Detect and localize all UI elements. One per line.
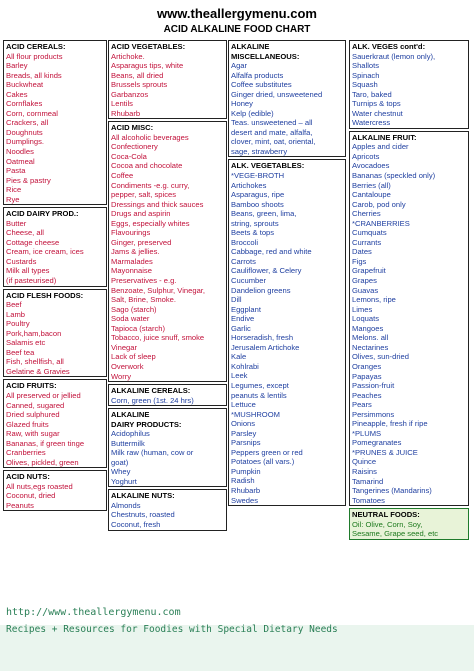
food-item: Pomegranates [352,438,402,448]
food-item: Taro, baked [352,89,392,99]
food-item: Figs [352,256,367,266]
food-item: Rhubarb [231,486,261,496]
food-group-box [228,159,346,506]
food-item: Apricots [352,151,380,161]
food-item: Custards [6,256,37,266]
chart-title: ACID ALKALINE FOOD CHART [163,24,311,35]
food-group-heading: ACID DAIRY PROD.: [6,209,79,219]
food-group-heading: NEUTRAL FOODS: [352,510,420,520]
food-item: Jams & jellies. [111,247,160,257]
column-1 [3,40,107,513]
food-item: Canned, sugared [6,400,65,410]
food-item: Coca-Cola [111,151,147,161]
food-item: Dill [231,295,242,305]
food-item: Persimmons [352,409,395,419]
food-item: Breads, all kinds [6,70,62,80]
food-item: Legumes, except [231,381,289,390]
food-item: Tapioca (starch) [111,323,166,333]
food-item: All alcoholic beverages [111,132,189,142]
food-item: Beets & tops [231,228,275,238]
food-item: Overwork [111,361,144,371]
food-item: Parsley [231,428,257,438]
food-item: Confectionery [111,142,158,152]
food-group-heading: ACID NUTS: [6,472,50,482]
food-item: Grapes [352,276,377,286]
food-item: Jerusalem Artichoke [231,342,300,352]
food-item: *CRANBERRIES [352,218,410,228]
food-item: Kohlrabi [231,361,259,371]
food-item: Raisins [352,466,377,476]
food-item: Dumplings. [6,137,44,147]
food-item: Fish, shellfish, all [6,357,64,367]
food-item: *PRUNES & JUICE [352,447,418,457]
food-item: Honey [231,99,253,109]
food-group-box [349,40,469,129]
food-item: Nectarines [352,342,389,352]
food-item: Currants [352,237,382,247]
food-item: Asparagus tips, white [111,61,184,71]
food-item: Tamarind [352,476,384,486]
food-item: Whey [111,467,131,477]
food-group-box [349,131,469,506]
food-item: Bamboo shoots [231,199,284,209]
food-item: Asparagus, ripe [231,190,285,200]
food-item: Tangerines (Mandarins) [352,486,432,496]
food-item: Dried sulphured [6,410,60,420]
food-item: Milk all types [6,266,50,276]
column-2 [108,40,227,533]
food-item: Bananas (speckled only) [352,171,436,181]
food-group-heading: ALK. VEGETABLES: [231,161,305,171]
food-item: Cornflakes [6,99,43,109]
food-item: Garlic [231,323,251,333]
food-item: Corn, green (1st. 24 hrs) [111,395,194,405]
food-group-box [3,40,107,205]
food-item: Radish [231,476,255,486]
food-item: Dressings and thick sauces [111,199,204,209]
food-item: Passion-fruit [352,381,395,391]
food-group-heading: ACID CEREALS: [6,42,66,51]
food-item: Beef tea [6,347,35,357]
food-item: Ginger dried, unsweetened [231,89,323,99]
food-item: *MUSHROOM [231,409,280,419]
food-item: Pasta [6,166,26,176]
food-item: Loquats [352,314,380,324]
food-item: Cream, ice cream, ices [6,247,84,257]
food-item: Berries (all) [352,180,391,190]
food-item: Raw, with sugar [6,429,60,439]
food-group-box [349,508,469,540]
food-item: Flavourings [111,228,151,238]
food-item: Agar [231,61,248,70]
food-item: Oranges [352,361,382,371]
food-item: Peaches [352,390,382,400]
food-item: Benzoate, Sulphur, Vinegar, [111,285,206,295]
food-item: Avocadoes [352,161,390,171]
food-group-heading: ACID VEGETABLES: [111,42,186,51]
food-item: Rye [6,194,20,204]
food-item: *PLUMS [352,428,382,438]
food-item: Lack of sleep [111,352,156,362]
food-item: Poultry [6,319,30,329]
food-item: Milk raw (human, cow or [111,448,194,458]
food-item: Swedes [231,495,259,505]
food-item: Mangoes [352,323,384,333]
food-item: Oil: Olive, Corn, Soy, [352,519,423,529]
food-item: Drugs and aspirin [111,209,171,219]
food-item: Cauliflower, & Celery [231,266,302,276]
food-item: Gelatine & Gravies [6,366,70,376]
food-item: Pork,ham,bacon [6,328,62,338]
food-group-heading: ALKALINE FRUIT: [352,132,417,142]
food-item: (if pasteurised) [6,276,57,286]
food-item: string, sprouts [231,218,279,228]
food-item: Watercress [352,118,391,128]
food-group-box [3,207,107,286]
food-item: Garbanzos [111,89,149,99]
food-item: Cakes [6,89,28,99]
site-url-header: www.theallergymenu.com [157,6,317,21]
food-item: Cabbage, red and white [231,247,312,257]
food-group-box [108,384,227,406]
food-item: Tomatoes [352,495,385,505]
food-item: Eggs, especially whites [111,218,190,228]
food-item: Worry [111,371,132,381]
food-item: Papayas [352,371,382,381]
food-item: Coffee [111,171,134,181]
food-item: Dates [352,247,372,257]
food-item: Parsnips [231,438,261,448]
food-item: Carob, pod only [352,199,406,209]
food-item: Noodles [6,146,34,156]
food-item: Doughnuts [6,127,43,137]
food-item: Pears [352,400,372,410]
food-item: Brussels sprouts [111,80,168,90]
food-item: Bananas, if green tinge [6,438,85,448]
food-item: Barley [6,61,28,71]
food-group-box [228,40,346,157]
food-item: Glazed fruits [6,419,49,429]
food-item: Yoghurt [111,476,137,486]
food-item: Artichokes [231,180,267,190]
food-item: Tobacco, juice snuff, smoke [111,333,205,343]
food-item: Carrots [231,256,256,266]
food-group-heading: ACID FRUITS: [6,381,57,391]
food-item: Eggplant [231,304,261,314]
food-item: Broccoli [231,237,259,247]
food-item: Limes [352,304,373,314]
food-item: Sesame, Grape seed, etc [352,529,439,539]
food-item: Teas. unsweetened – all [231,118,313,128]
food-item: Pineapple, fresh if ripe [352,419,428,429]
food-group-box [108,489,227,530]
food-item: Salamis etc [6,338,46,348]
food-item: clover, mint, oat, oriental, [231,137,316,147]
food-item: Cantaloupe [352,190,391,200]
food-item: Spinach [352,70,380,80]
food-item: Rice [6,185,22,195]
column-3 [228,40,346,508]
food-group-box [3,379,107,468]
food-item: Turnips & tops [352,99,401,109]
food-item: Kelp (edible) [231,108,274,118]
food-item: Squash [352,80,378,90]
food-item: goat) [111,457,129,467]
food-item: Apples and cider [352,142,409,152]
food-item: Shallots [352,61,380,71]
food-group-box [108,40,227,119]
food-item: Cucumber [231,275,267,285]
food-group-heading: ALK. VEGES cont'd: [352,42,426,51]
food-group-heading: ALKALINE CEREALS: [111,386,191,396]
food-item: Beans, green, lima, [231,209,297,219]
food-item: Chestnuts, roasted [111,510,175,520]
food-item: Almonds [111,500,141,510]
food-item: Buckwheat [6,80,44,90]
food-group-box [3,289,107,378]
food-item: Pumpkin [231,466,261,476]
food-item: Cheese, all [6,228,44,238]
food-item: Artichoke. [111,51,145,61]
food-item: Grapefruit [352,266,386,276]
food-item: Leek [231,371,248,381]
food-item: Lettuce [231,400,256,410]
food-item: Alfalfa products [231,70,284,80]
food-item: Preservatives - e.g. [111,276,177,286]
food-item: Lemons, ripe [352,295,396,305]
food-item: Cranberries [6,448,46,458]
food-item: Olives, sun-dried [352,352,409,362]
food-item: All flour products [6,51,63,61]
food-item: Ginger, preserved [111,237,172,247]
food-item: Onions [231,419,256,429]
food-item: Cherries [352,209,381,219]
food-item: desert and mate, alfalfa, [231,127,313,137]
food-item: Salt, Brine, Smoke. [111,295,176,305]
food-item: Oatmeal [6,156,35,166]
food-item: Corn, cornmeal [6,108,58,118]
food-item: Endive [231,314,255,324]
food-item: *VEGE-BROTH [231,170,285,180]
food-group-heading: ALKALINE NUTS: [111,491,175,501]
food-item: Mayonnaise [111,266,152,276]
food-item: Acidophilus [111,429,150,439]
food-item: Sauerkraut (lemon only), [352,51,436,61]
food-group-heading: ALKALINE DAIRY PRODUCTS: [111,410,182,429]
food-item: Kale [231,352,247,362]
food-item: Rhubarb [111,108,141,118]
food-item: Dandelion greens [231,285,291,295]
food-item: Butter [6,218,27,228]
food-group-box [108,408,227,487]
food-group-heading: ACID MISC: [111,123,154,133]
food-item: Peanuts [6,500,34,510]
food-item: Quince [352,457,377,467]
food-item: Cocoa and chocolate [111,161,183,171]
food-item: Marmalades [111,256,153,266]
food-item: sage, strawberry [231,146,288,156]
food-item: Vinegar [111,342,138,352]
footer-url[interactable]: http://www.theallergymenu.com [6,607,181,618]
food-item: Water chestnut [352,108,403,118]
food-item: Peppers green or red [231,447,303,457]
food-item: Beef [6,300,22,310]
food-item: Cumquats [352,228,387,238]
food-group-box [3,470,107,511]
column-4 [349,40,469,542]
food-item: Potatoes (all vars.) [231,457,295,467]
food-item: Crackers, all [6,118,49,128]
food-group-heading: ALKALINE MISCELLANEOUS: [231,42,300,61]
food-item: Coconut, fresh [111,519,161,529]
food-item: Sago (starch) [111,304,157,314]
food-item: Buttermilk [111,438,145,448]
food-item: Soda water [111,314,150,324]
food-item: Lentils [111,99,133,109]
food-item: Coconut, dried [6,491,56,501]
food-item: All preserved or jellied [6,390,81,400]
food-group-heading: ACID FLESH FOODS: [6,290,84,300]
food-item: pepper, salt, spices [111,190,177,200]
food-item: Condiments -e.g. curry, [111,180,190,190]
food-item: Horseradish, fresh [231,333,294,343]
food-item: Coffee substitutes [231,80,292,90]
food-item: Melons. all [352,333,389,343]
food-item: peanuts & lentils [231,390,287,400]
food-item: Olives, pickled, green [6,457,79,467]
food-item: Beans, all dried [111,70,164,80]
food-group-box [108,121,227,382]
food-item: Cottage cheese [6,237,60,247]
food-item: All nuts,egs roasted [6,481,73,491]
food-item: Lamb [6,309,25,319]
food-item: Guavas [352,285,379,295]
footer-tagline: Recipes + Resources for Foodies with Special Dietary Needs [6,624,338,635]
food-item: Pies & pastry [6,175,51,185]
